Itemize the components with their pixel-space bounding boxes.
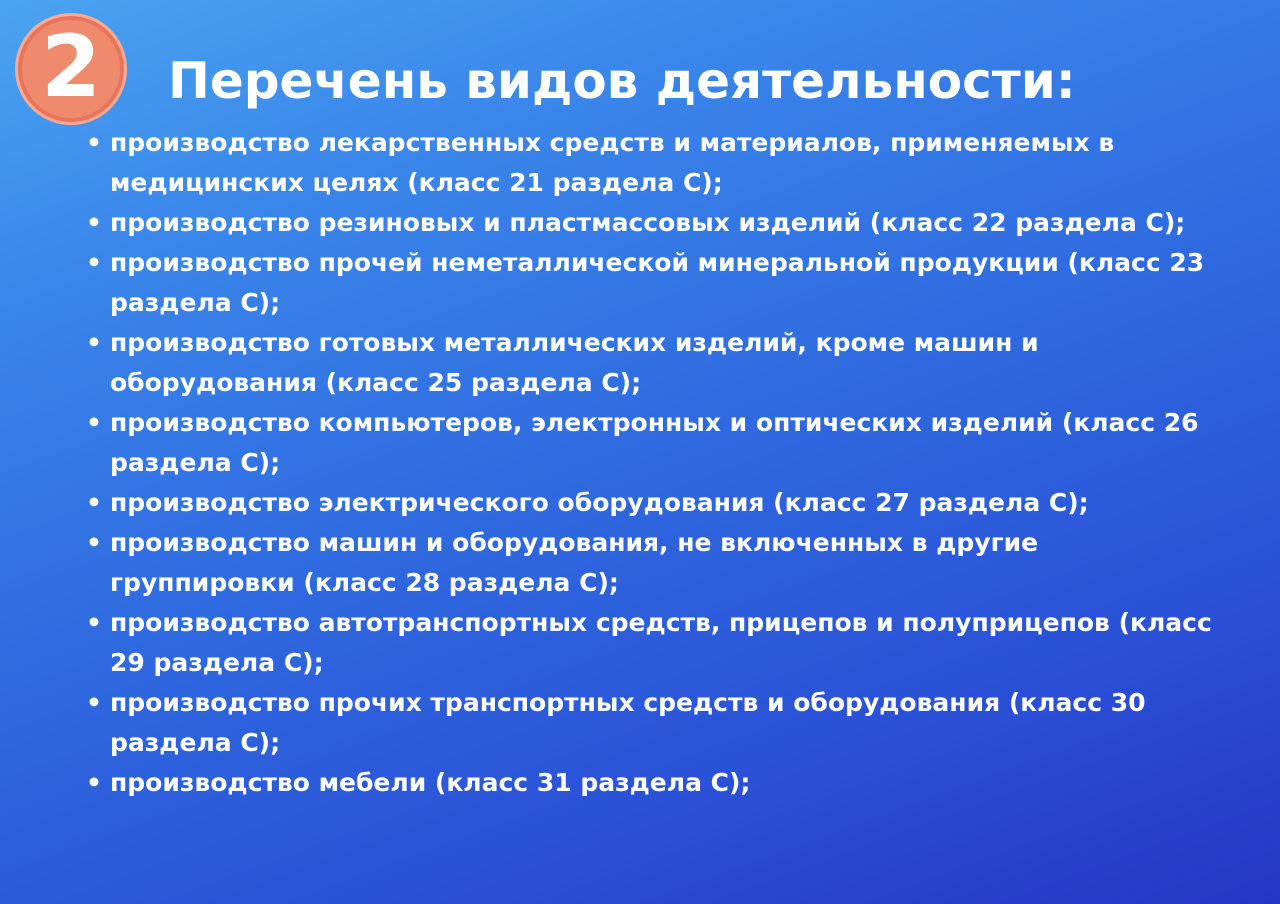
- bullet-icon: •: [86, 408, 102, 437]
- activity-list: [86, 123, 1220, 803]
- list-item-text: производство лекарственных средств и материалов, применяемых в медицинских целях (класс 21 раздела С);: [110, 128, 1115, 197]
- list-item-text: производство машин и оборудования, не включенных в другие группировки (класс 28 раздела С);: [110, 528, 1039, 597]
- list-item-text: производство компьютеров, электронных и оптических изделий (класс 26 раздела С);: [110, 408, 1199, 477]
- bullet-icon: •: [86, 208, 102, 237]
- list-item: [86, 403, 1220, 483]
- list-item: [86, 123, 1220, 203]
- page-title: Перечень видов деятельности:: [168, 52, 1076, 110]
- bullet-icon: •: [86, 128, 102, 157]
- bullet-icon: •: [86, 768, 102, 797]
- list-item-text: производство резиновых и пластмассовых изделий (класс 22 раздела С);: [110, 208, 1186, 237]
- list-item: [86, 203, 1220, 243]
- list-item: [86, 323, 1220, 403]
- bullet-icon: •: [86, 248, 102, 277]
- bullet-icon: •: [86, 688, 102, 717]
- bullet-icon: •: [86, 488, 102, 517]
- list-item: [86, 523, 1220, 603]
- list-item: [86, 763, 1220, 803]
- bullet-icon: •: [86, 608, 102, 637]
- list-item: [86, 683, 1220, 763]
- list-item-text: производство электрического оборудования (класс 27 раздела С);: [110, 488, 1089, 517]
- number-badge: [15, 13, 127, 125]
- bullet-icon: •: [86, 528, 102, 557]
- list-item-text: производство мебели (класс 31 раздела С);: [110, 768, 751, 797]
- badge-number: 2: [41, 17, 101, 117]
- list-item-text: производство прочих транспортных средств и оборудования (класс 30 раздела С);: [110, 688, 1146, 757]
- list-item: [86, 603, 1220, 683]
- list-item: [86, 243, 1220, 323]
- bullet-icon: •: [86, 328, 102, 357]
- list-item-text: производство автотранспортных средств, прицепов и полуприцепов (класс 29 раздела С);: [110, 608, 1212, 677]
- list-item: [86, 483, 1220, 523]
- list-item-text: производство прочей неметаллической минеральной продукции (класс 23 раздела С);: [110, 248, 1205, 317]
- list-item-text: производство готовых металлических изделий, кроме машин и оборудования (класс 25 раздела С);: [110, 328, 1039, 397]
